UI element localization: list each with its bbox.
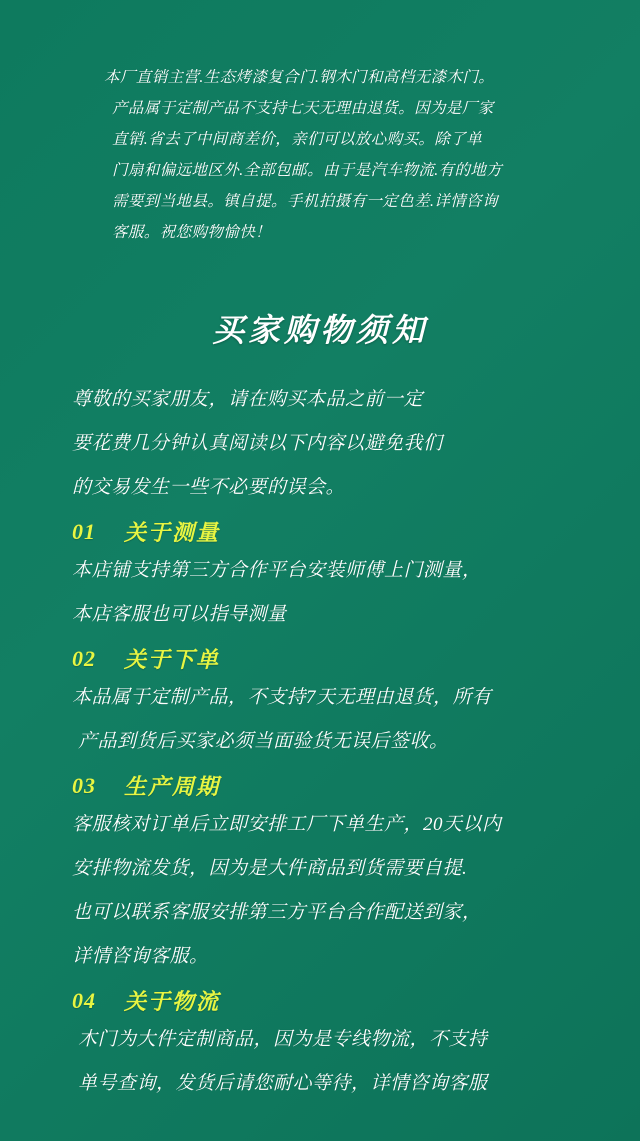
intro-line: 产品属于定制产品不支持七天无理由退货。因为是厂家 (112, 100, 494, 117)
section-line: 本店客服也可以指导测量 (72, 604, 287, 625)
section-line: 本店铺支持第三方合作平台安装师傅上门测量， (72, 560, 482, 581)
intro-line: 需要到当地县。镇自提。手机拍摄有一定色差.详情咨询 (112, 193, 498, 210)
section-label: 关于物流 (124, 989, 221, 1014)
section-heading (72, 516, 620, 547)
section-label: 关于测量 (124, 520, 221, 545)
section-production-cycle (72, 770, 620, 979)
intro-line: 本厂直销主营.生态烤漆复合门.钢木门和高档无漆木门。 (104, 69, 495, 86)
section-text (72, 1018, 620, 1106)
section-number: 04 (72, 987, 96, 1013)
lead-line: 要花费几分钟认真阅读以下内容以避免我们 (72, 433, 443, 454)
section-text (72, 676, 620, 764)
section-ordering (72, 643, 620, 764)
intro-line: 直销.省去了中间商差价，亲们可以放心购买。除了单 (112, 131, 482, 148)
content-body (72, 378, 620, 1110)
section-measurement (72, 516, 620, 637)
section-number: 03 (72, 772, 96, 798)
page-title: 买家购物须知 (211, 312, 428, 348)
lead-line: 的交易发生一些不必要的误会。 (72, 477, 346, 498)
lead-line: 尊敬的买家朋友，请在购买本品之前一定 (72, 389, 424, 410)
section-heading (72, 985, 620, 1016)
section-line: 安排物流发货，因为是大件商品到货需要自提. (72, 858, 468, 879)
section-text (72, 803, 620, 979)
intro-line: 客服。祝您购物愉快！ (112, 224, 272, 241)
lead-paragraph (72, 378, 620, 510)
section-line: 详情咨询客服。 (72, 946, 209, 967)
section-heading (72, 770, 620, 801)
section-label: 生产周期 (124, 774, 221, 799)
section-line: 客服核对订单后立即安排工厂下单生产，20天以内 (72, 814, 502, 835)
section-line: 也可以联系客服安排第三方平台合作配送到家， (72, 902, 482, 923)
section-line: 产品到货后买家必须当面验货无误后签收。 (78, 731, 449, 752)
section-logistics (72, 985, 620, 1106)
section-text (72, 549, 620, 637)
intro-line: 门扇和偏远地区外.全部包邮。由于是汽车物流.有的地方 (112, 162, 503, 179)
section-number: 02 (72, 645, 96, 671)
section-heading (72, 643, 620, 674)
section-label: 关于下单 (124, 647, 221, 672)
section-line: 木门为大件定制商品，因为是专线物流，不支持 (78, 1029, 488, 1050)
intro-paragraph (104, 62, 564, 248)
section-number: 01 (72, 518, 96, 544)
section-line: 单号查询，发货后请您耐心等待，详情咨询客服 (78, 1073, 488, 1094)
section-line: 本品属于定制产品，不支持7天无理由退货，所有 (72, 687, 492, 708)
